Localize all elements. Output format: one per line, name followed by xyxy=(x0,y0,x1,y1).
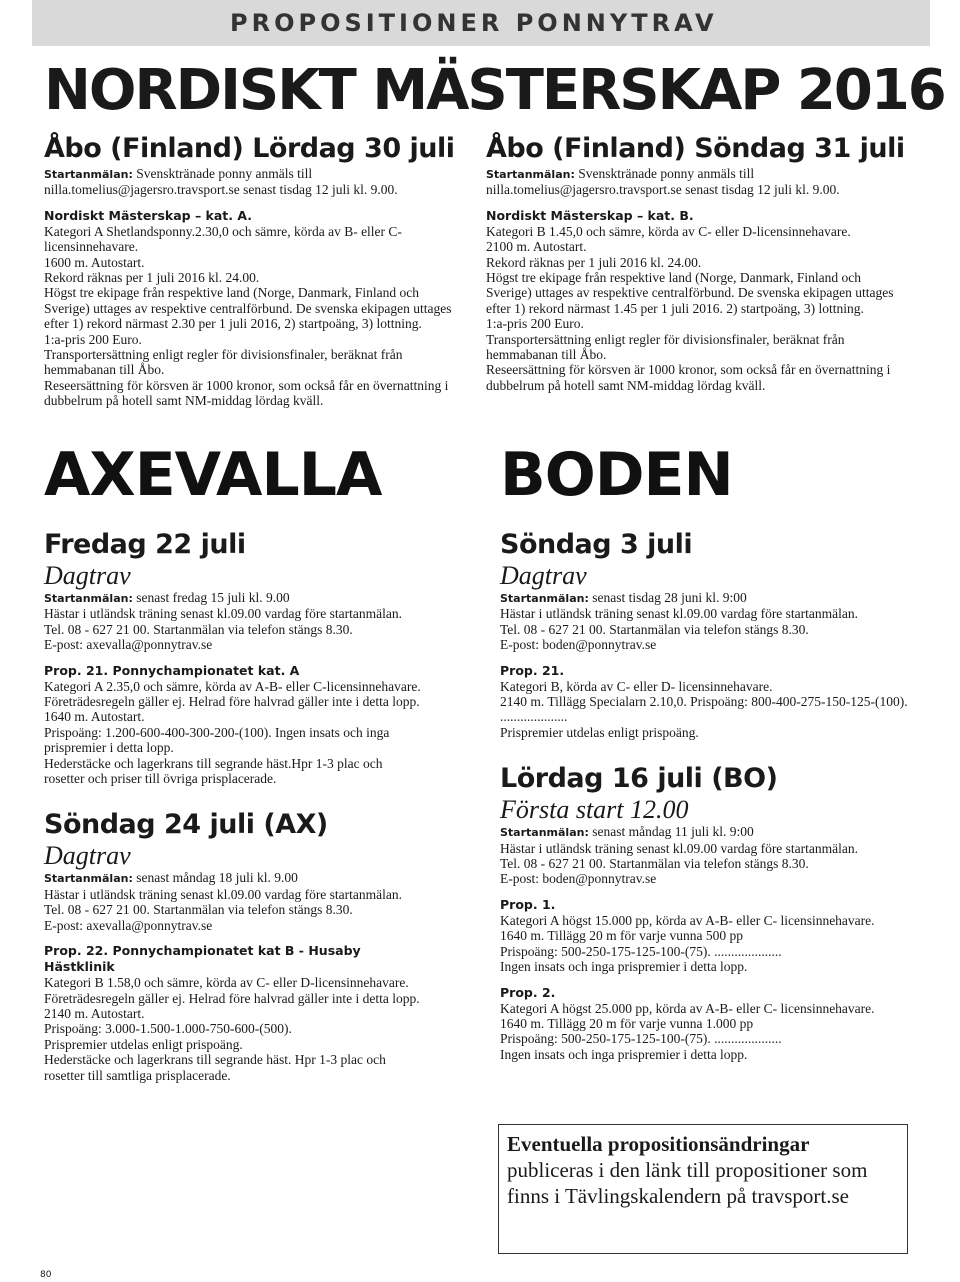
axevalla-day2-sub: Dagtrav xyxy=(44,841,131,871)
info-line: Tel. 08 - 627 21 00. Startanmälan via telefon stängs 8.30. xyxy=(44,621,353,637)
prop-line: Kategori A 2.35,0 och sämre, körda av A-B- eller C-licensinnehavare. xyxy=(44,678,421,694)
page-title: NORDISKT MÄSTERSKAP 2016 xyxy=(44,58,945,123)
prop-line: Företrädesregeln gäller ej. Helrad före halvrad gäller inte i detta lopp. xyxy=(44,990,420,1006)
prop-line: Kategori B, körda av C- eller D- licensinnehavare. xyxy=(500,678,773,694)
prop-heading: Prop. 21. Ponnychampionatet kat. A xyxy=(44,662,300,678)
start-text-2: nilla.tomelius@jagersro.travsport.se senast tisdag 12 juli kl. 9.00. xyxy=(486,182,840,198)
prop-line: Ingen insats och inga prispremier i detta lopp. xyxy=(500,959,748,975)
prop-line: Prispremier utdelas enligt prispoäng. xyxy=(500,724,699,740)
abo-left-line: Kategori A Shetlandsponny.2.30,0 och sämre, körda av B- eller C-licensinnehavare. xyxy=(44,223,402,255)
abo-left-heading: Åbo (Finland) Lördag 30 juli xyxy=(44,133,455,164)
email-line: E-post: boden@ponnytrav.se xyxy=(500,637,657,653)
start-text: senast måndag 18 juli kl. 9.00 xyxy=(136,870,298,886)
prop-line: Kategori B 1.58,0 och sämre, körda av C- eller D-licensinnehavare. xyxy=(44,975,409,991)
abo-right-line: Reseersättning för körsven är 1000 kronor, som också får en övernattning i dubbelrum på hotell samt NM-middag lördag kväll. xyxy=(486,362,891,393)
boden-day1-heading: Söndag 3 juli xyxy=(500,529,693,560)
boden-day2-heading: Lördag 16 juli (BO) xyxy=(500,763,778,795)
abo-left-line: 1600 m. Autostart. xyxy=(44,254,145,270)
email-line: E-post: axevalla@ponnytrav.se xyxy=(44,917,213,933)
start-text: senast måndag 11 juli kl. 9:00 xyxy=(592,824,754,840)
prop-line: 2140 m. Autostart. xyxy=(44,1005,145,1021)
prop-line: 1640 m. Tillägg 20 m för varje vunna 500 pp xyxy=(500,928,743,944)
header-band-text: PROPOSITIONER PONNYTRAV xyxy=(230,9,718,37)
email-line: E-post: axevalla@ponnytrav.se xyxy=(44,637,213,653)
prop-line: Prispoäng: 1.200-600-400-300-200-(100). Ingen insats och inga prispremier i detta lopp. xyxy=(44,724,390,756)
start-text: Svensktränade ponny anmäls till xyxy=(578,166,755,181)
abo-right-line: Högst tre ekipage från respektive land (Norge, Danmark, Finland och Sverige) uttages av respektive centralförbund. De svenska ekipagen uttages efter 1) rekord närmast 1.45 per 1 juli 2016. 2) startpoäng, 3) lottning. xyxy=(486,270,894,316)
abo-right-section xyxy=(486,132,910,393)
info-line: Tel. 08 - 627 21 00. Startanmälan via telefon stängs 8.30. xyxy=(500,856,809,872)
prop-line: Prispoäng: 3.000-1.500-1.000-750-600-(500). xyxy=(44,1021,292,1037)
venue-boden: BODEN xyxy=(500,440,733,510)
start-label: Startanmälan: xyxy=(44,592,133,605)
info-line: Tel. 08 - 627 21 00. Startanmälan via telefon stängs 8.30. xyxy=(44,902,353,918)
abo-left-line: Reseersättning för körsven är 1000 kronor, som också får en övernattning i dubbelrum på hotell samt NM-middag lördag kväll. xyxy=(44,377,449,409)
prop-line: Prispoäng: 500-250-175-125-100-(75). .................... xyxy=(500,1031,782,1047)
abo-right-subheading: Nordiskt Mästerskap – kat. B. xyxy=(486,207,694,223)
abo-left-line: 1:a-pris 200 Euro. xyxy=(44,331,142,347)
prop-heading: Prop. 2. xyxy=(500,984,556,1000)
abo-right-line: 1:a-pris 200 Euro. xyxy=(486,316,584,332)
axevalla-day1-heading: Fredag 22 juli xyxy=(44,529,246,560)
info-line: Hästar i utländsk träning senast kl.09.00 vardag före startanmälan. xyxy=(500,840,859,856)
boden-column xyxy=(500,528,912,1062)
prop-line: 2140 m. Tillägg Specialarn 2.10,0. Prispoäng: 800-400-275-150-125-(100). .................... xyxy=(500,694,908,725)
boden-day1-sub: Dagtrav xyxy=(500,561,587,590)
abo-right-heading: Åbo (Finland) Söndag 31 juli xyxy=(486,133,905,164)
notice-box xyxy=(498,1124,908,1254)
start-text-2: nilla.tomelius@jagersro.travsport.se senast tisdag 12 juli kl. 9.00. xyxy=(44,182,398,198)
start-label: Startanmälan: xyxy=(486,168,575,181)
abo-right-line: Transportersättning enligt regler för divisionsfinaler, beräknat från hemmabanan till Åbo. xyxy=(486,331,845,363)
start-text: Svensktränade ponny anmäls till xyxy=(136,166,313,181)
info-line: Hästar i utländsk träning senast kl.09.00 vardag före startanmälan. xyxy=(500,606,859,622)
abo-left-line: Rekord räknas per 1 juli 2016 kl. 24.00. xyxy=(44,270,260,286)
abo-right-line: 2100 m. Autostart. xyxy=(486,239,587,255)
prop-heading: Prop. 21. xyxy=(500,662,565,678)
abo-left-subheading: Nordiskt Mästerskap – kat. A. xyxy=(44,207,253,223)
prop-line: Hederstäcke och lagerkrans till segrande häst.Hpr 1-3 plac och rosetter och priser till övriga prisplacerade. xyxy=(44,755,383,787)
prop-line: 1640 m. Tillägg 20 m för varje vunna 1.000 pp xyxy=(500,1015,754,1031)
prop-line: Hederstäcke och lagerkrans till segrande häst. Hpr 1-3 plac och rosetter till samtliga prisplacerade. xyxy=(44,1052,386,1083)
abo-left-line: Högst tre ekipage från respektive land (Norge, Danmark, Finland och Sverige) uttages av respektive centralförbund. De svenska ekipagen uttages efter 1) rekord närmast 2.30 per 1 juli 2016, 2) startpoäng, 3) lottning. xyxy=(44,285,452,332)
page-number: 80 xyxy=(40,1270,52,1280)
axevalla-day2-heading: Söndag 24 juli (AX) xyxy=(44,809,328,841)
axevalla-day1-sub: Dagtrav xyxy=(44,561,131,590)
notice-title: Eventuella propositionsändringar xyxy=(507,1132,810,1156)
venue-axevalla: AXEVALLA xyxy=(44,440,382,510)
start-label: Startanmälan: xyxy=(500,592,589,605)
prop-heading: Prop. 22. Ponnychampionatet kat B - Husaby Hästklinik xyxy=(44,943,361,975)
prop-line: Företrädesregeln gäller ej. Helrad före halvrad gäller inte i detta lopp. xyxy=(44,694,420,710)
prop-line: Prispremier utdelas enligt prispoäng. xyxy=(44,1036,243,1052)
prop-heading: Prop. 1. xyxy=(500,896,556,912)
start-text: senast fredag 15 juli kl. 9.00 xyxy=(136,590,290,605)
email-line: E-post: boden@ponnytrav.se xyxy=(500,871,657,887)
abo-left-section xyxy=(44,132,460,409)
prop-line: Kategori A högst 25.000 pp, körda av A-B- eller C- licensinnehavare. xyxy=(500,1000,875,1016)
start-label: Startanmälan: xyxy=(44,168,133,181)
boden-day2-sub: Första start 12.00 xyxy=(500,795,689,825)
prop-line: Kategori A högst 15.000 pp, körda av A-B- eller C- licensinnehavare. xyxy=(500,912,875,928)
abo-right-line: Kategori B 1.45,0 och sämre, körda av C- eller D-licensinnehavare. xyxy=(486,223,851,239)
prop-line: 1640 m. Autostart. xyxy=(44,709,145,725)
header-band xyxy=(32,0,930,46)
start-text: senast tisdag 28 juni kl. 9:00 xyxy=(592,590,747,605)
info-line: Hästar i utländsk träning senast kl.09.00 vardag före startanmälan. xyxy=(44,606,403,622)
abo-left-line: Transportersättning enligt regler för divisionsfinaler, beräknat från hemmabanan till Åbo. xyxy=(44,347,403,378)
start-label: Startanmälan: xyxy=(500,826,589,840)
info-line: Tel. 08 - 627 21 00. Startanmälan via telefon stängs 8.30. xyxy=(500,621,809,637)
prop-line: Ingen insats och inga prispremier i detta lopp. xyxy=(500,1046,748,1062)
notice-body: publiceras i den länk till propositioner som finns i Tävlingskalendern på travsport.se xyxy=(507,1158,868,1208)
abo-right-line: Rekord räknas per 1 juli 2016 kl. 24.00. xyxy=(486,254,702,270)
info-line: Hästar i utländsk träning senast kl.09.00 vardag före startanmälan. xyxy=(44,886,403,902)
prop-line: Prispoäng: 500-250-175-125-100-(75). .................... xyxy=(500,943,782,959)
axevalla-column xyxy=(44,528,424,1083)
start-label: Startanmälan: xyxy=(44,872,133,886)
